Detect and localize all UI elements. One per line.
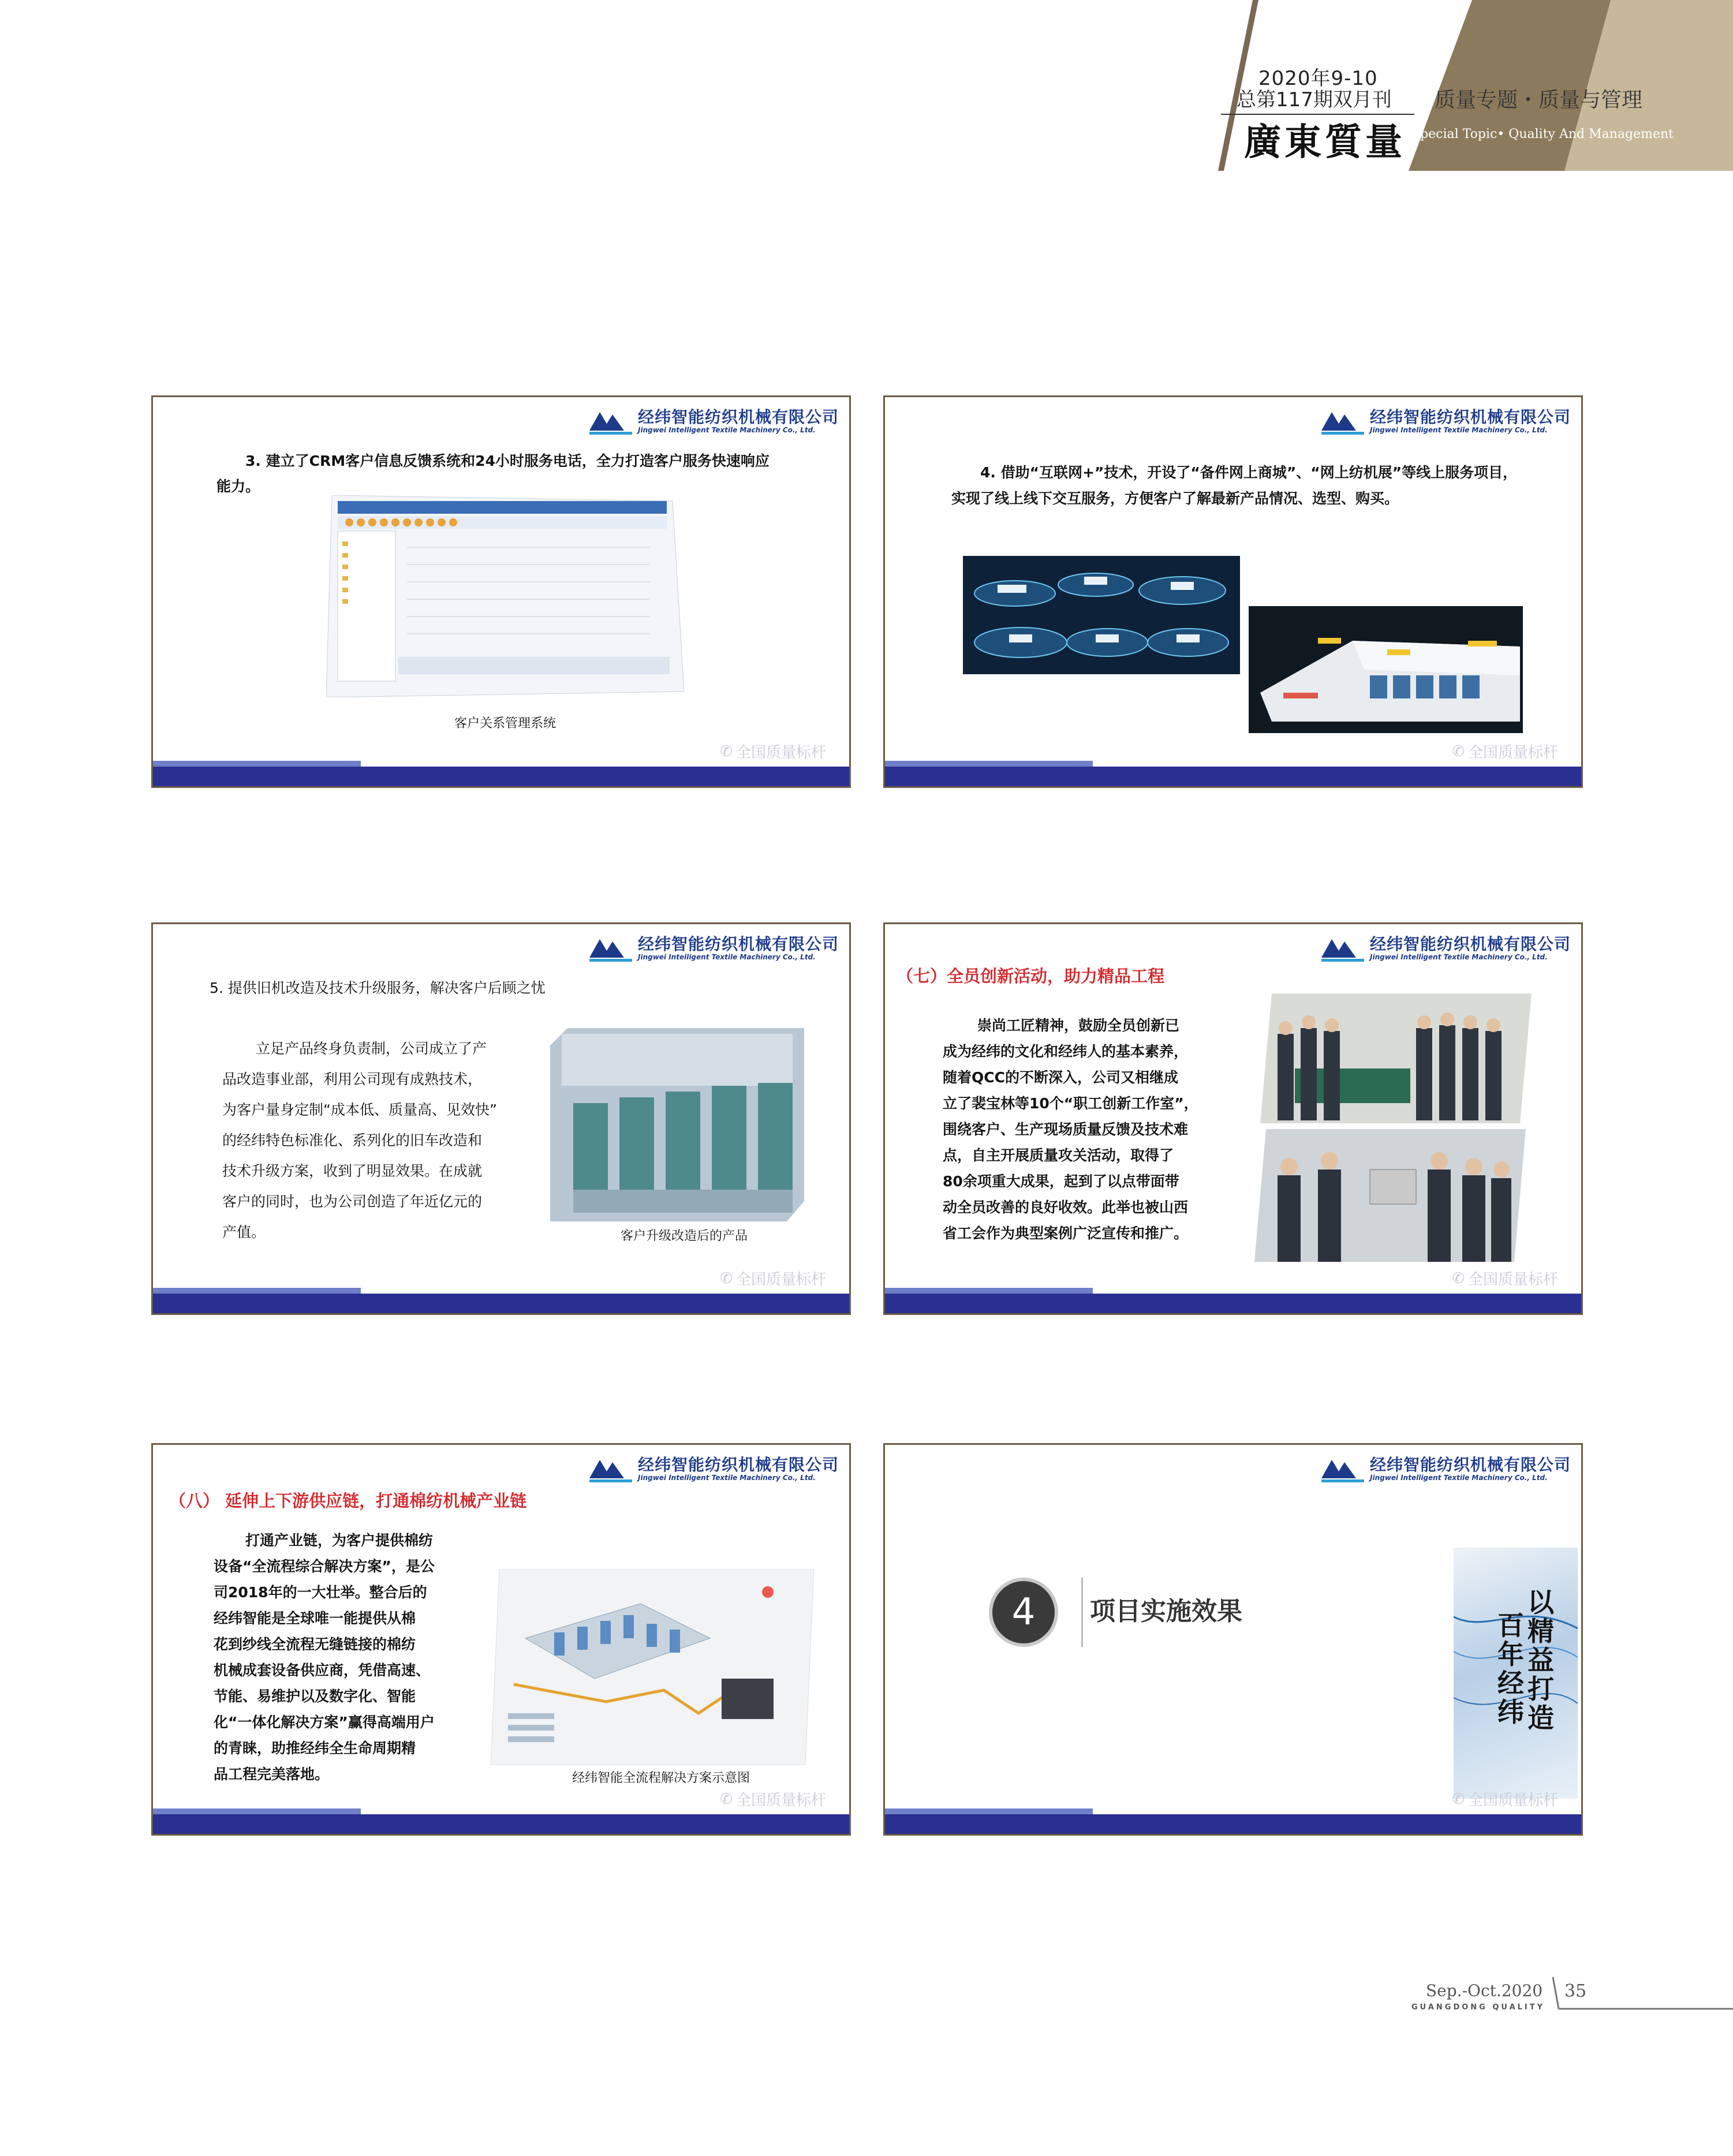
footer-magazine-name: GUANGDONG QUALITY (1411, 2003, 1545, 2012)
slide-supply-chain: 经纬智能纺织机械有限公司 Jingwei Intelligent Textile Machinery Co., Ltd. （八） 延伸上下游供应链，打通棉纺机械产业链 打通产业链，为客户提供棉纺 设备“全流程综合解决方案”，是公 司2018年的一大壮举。整合后的 经纬智能是全球唯一能提供从棉 花到纱线全流程无缝链接的棉纺 机械成套设备供应商，凭借高速、 节能、易维护以及数字化、智能 化“一体化解决方案”赢得高端用户 的青睐，助推经纬全生命周期精 品工程完美落地。 经纬智能全流程解决方案示意图 ✆ 全国质量标杆 (151, 1443, 851, 1836)
footer-bar (153, 767, 849, 786)
company-logo (589, 405, 839, 438)
company-name-cn: 经纬智能纺织机械有限公司 (637, 408, 839, 427)
footer-bar (153, 1294, 849, 1313)
company-name-en: Jingwei Intelligent Textile Machinery Co., Ltd. (637, 1474, 816, 1482)
section-heading: （七）全员创新活动，助力精品工程 (897, 966, 1165, 986)
slide-text-line1: 3. 建立了CRM客户信息反馈系统和24小时服务电话，全力打造客户服务快速响应 (245, 453, 770, 469)
slide-text-line2: 实现了线上线下交互服务，方便客户了解最新产品情况、选型、购买。 (951, 490, 1399, 507)
slide-text-line2: 能力。 (216, 478, 260, 495)
banner-slogan-1: 以精益打造 (1527, 1587, 1554, 1733)
company-name-en: Jingwei Intelligent Textile Machinery Co., Ltd. (1369, 953, 1548, 961)
issue-number: 总第117期双月刊 (1237, 88, 1392, 111)
online-expo-image (963, 556, 1240, 674)
company-name-cn: 经纬智能纺织机械有限公司 (1369, 408, 1571, 427)
company-name-cn: 经纬智能纺织机械有限公司 (1369, 1455, 1571, 1474)
company-logo (1321, 1453, 1571, 1485)
banner-image (1454, 1548, 1578, 1799)
slide-text-line1: 4. 借助“互联网+”技术，开设了“备件网上商城”、“网上纺机展”等线上服务项目， (980, 464, 1518, 481)
slide-retrofit: 经纬智能纺织机械有限公司 Jingwei Intelligent Textile Machinery Co., Ltd. 5. 提供旧机改造及技术升级服务，解决客户后顾之忧 立足产品终身负责制，公司成立了产 品改造事业部，利用公司现有成熟技术， 为客户量身定制“成本低、质量高、见效快” 的经纬特色标准化、系列化的旧车改造和 技术升级方案，收到了明显效果。在成就 客户的同时，也为公司创造了年近亿元的 产值。 客户升级改造后的产品 ✆ 全国质量标杆 (151, 922, 851, 1315)
watermark: ✆ 全国质量标杆 (720, 742, 826, 761)
title-divider (1081, 1578, 1083, 1647)
watermark: ✆ 全国质量标杆 (1452, 1269, 1558, 1288)
crm-screenshot-image (326, 495, 684, 697)
company-name-cn: 经纬智能纺织机械有限公司 (637, 1455, 839, 1474)
wechat-icon: ✆ (720, 1269, 733, 1287)
footer-bar (885, 1814, 1581, 1834)
company-name-en: Jingwei Intelligent Textile Machinery Co., Ltd. (1369, 1474, 1548, 1482)
slide-section-4 (883, 1443, 1583, 1836)
image-caption: 经纬智能全流程解决方案示意图 (572, 1771, 750, 1785)
magazine-brand: 廣東質量 (1244, 121, 1406, 164)
team-photo-1 (1260, 993, 1532, 1123)
company-logo (589, 1453, 839, 1485)
company-name-en: Jingwei Intelligent Textile Machinery Co., Ltd. (1369, 426, 1548, 434)
company-name-cn: 经纬智能纺织机械有限公司 (637, 935, 839, 954)
section-topic: 质量专题・质量与管理 (1435, 88, 1643, 112)
wechat-icon: ✆ (1452, 1790, 1465, 1808)
slide-crm (151, 395, 851, 788)
issue-date: 2020年9-10 (1258, 67, 1378, 90)
watermark: ✆ 全国质量标杆 (1452, 1790, 1558, 1809)
footer-bar (885, 767, 1581, 786)
footer-bar (885, 1294, 1581, 1313)
slide-online-service (883, 395, 1583, 788)
full-process-diagram (491, 1569, 814, 1765)
section-heading: （八） 延伸上下游供应链，打通棉纺机械产业链 (169, 1491, 527, 1511)
wechat-icon: ✆ (720, 1790, 733, 1808)
banner-slogan-2: 百年经纬 (1497, 1610, 1524, 1728)
jingwei-logo-icon (589, 408, 632, 435)
jingwei-logo-icon (589, 1455, 632, 1483)
slide-heading: 5. 提供旧机改造及技术升级服务，解决客户后顾之忧 (210, 980, 546, 996)
watermark: ✆ 全国质量标杆 (1452, 742, 1558, 761)
footer-date: Sep.-Oct.2020 (1426, 1981, 1543, 2000)
company-logo (1321, 405, 1571, 438)
company-name-en: Jingwei Intelligent Textile Machinery Co., Ltd. (637, 953, 816, 961)
section-number-circle (989, 1578, 1058, 1647)
company-name-en: Jingwei Intelligent Textile Machinery Co., Ltd. (637, 426, 816, 434)
jingwei-logo-icon (589, 935, 632, 962)
retrofit-product-image (550, 1028, 804, 1221)
wechat-icon: ✆ (1452, 1269, 1465, 1287)
watermark: ✆ 全国质量标杆 (720, 1269, 826, 1288)
jingwei-logo-icon (1321, 408, 1364, 435)
slide-innovation: 经纬智能纺织机械有限公司 Jingwei Intelligent Textile Machinery Co., Ltd. （七）全员创新活动，助力精品工程 崇尚工匠精神，鼓励全员创新已 成为经纬的文化和经纬人的基本素养， 随着QCC的不断深入，公司又相继成 立了裴宝林等10个“职工创新工作室”， 围绕客户、生产现场质量反馈及技术难 点，自主开展质量攻关活动，取得了 80余项重大成果，起到了以点带面带 动全员改善的良好收效。此举也被山西 省工会作为典型案例广泛宣传和推广。 ✆ 全国质量标杆 (883, 922, 1583, 1315)
watermark: ✆ 全国质量标杆 (720, 1790, 826, 1809)
page-number: 35 (1564, 1981, 1587, 2001)
image-caption: 客户升级改造后的产品 (620, 1229, 748, 1243)
jingwei-logo-icon (1321, 935, 1364, 962)
wechat-icon: ✆ (720, 742, 733, 760)
virtual-exhibition-image (1249, 606, 1523, 733)
company-name-cn: 经纬智能纺织机械有限公司 (1369, 935, 1571, 954)
company-logo (589, 932, 839, 965)
section-title: 项目实施效果 (1090, 1597, 1242, 1626)
image-caption: 客户关系管理系统 (454, 716, 556, 731)
jingwei-logo-icon (1321, 1455, 1364, 1483)
team-photo-2 (1254, 1129, 1526, 1262)
section-number: 4 (1011, 1591, 1036, 1634)
section-topic-english: Special Topic• Quality And Management (1411, 127, 1674, 141)
footer-bar (153, 1814, 849, 1834)
company-logo (1321, 932, 1571, 965)
wechat-icon: ✆ (1452, 742, 1465, 760)
